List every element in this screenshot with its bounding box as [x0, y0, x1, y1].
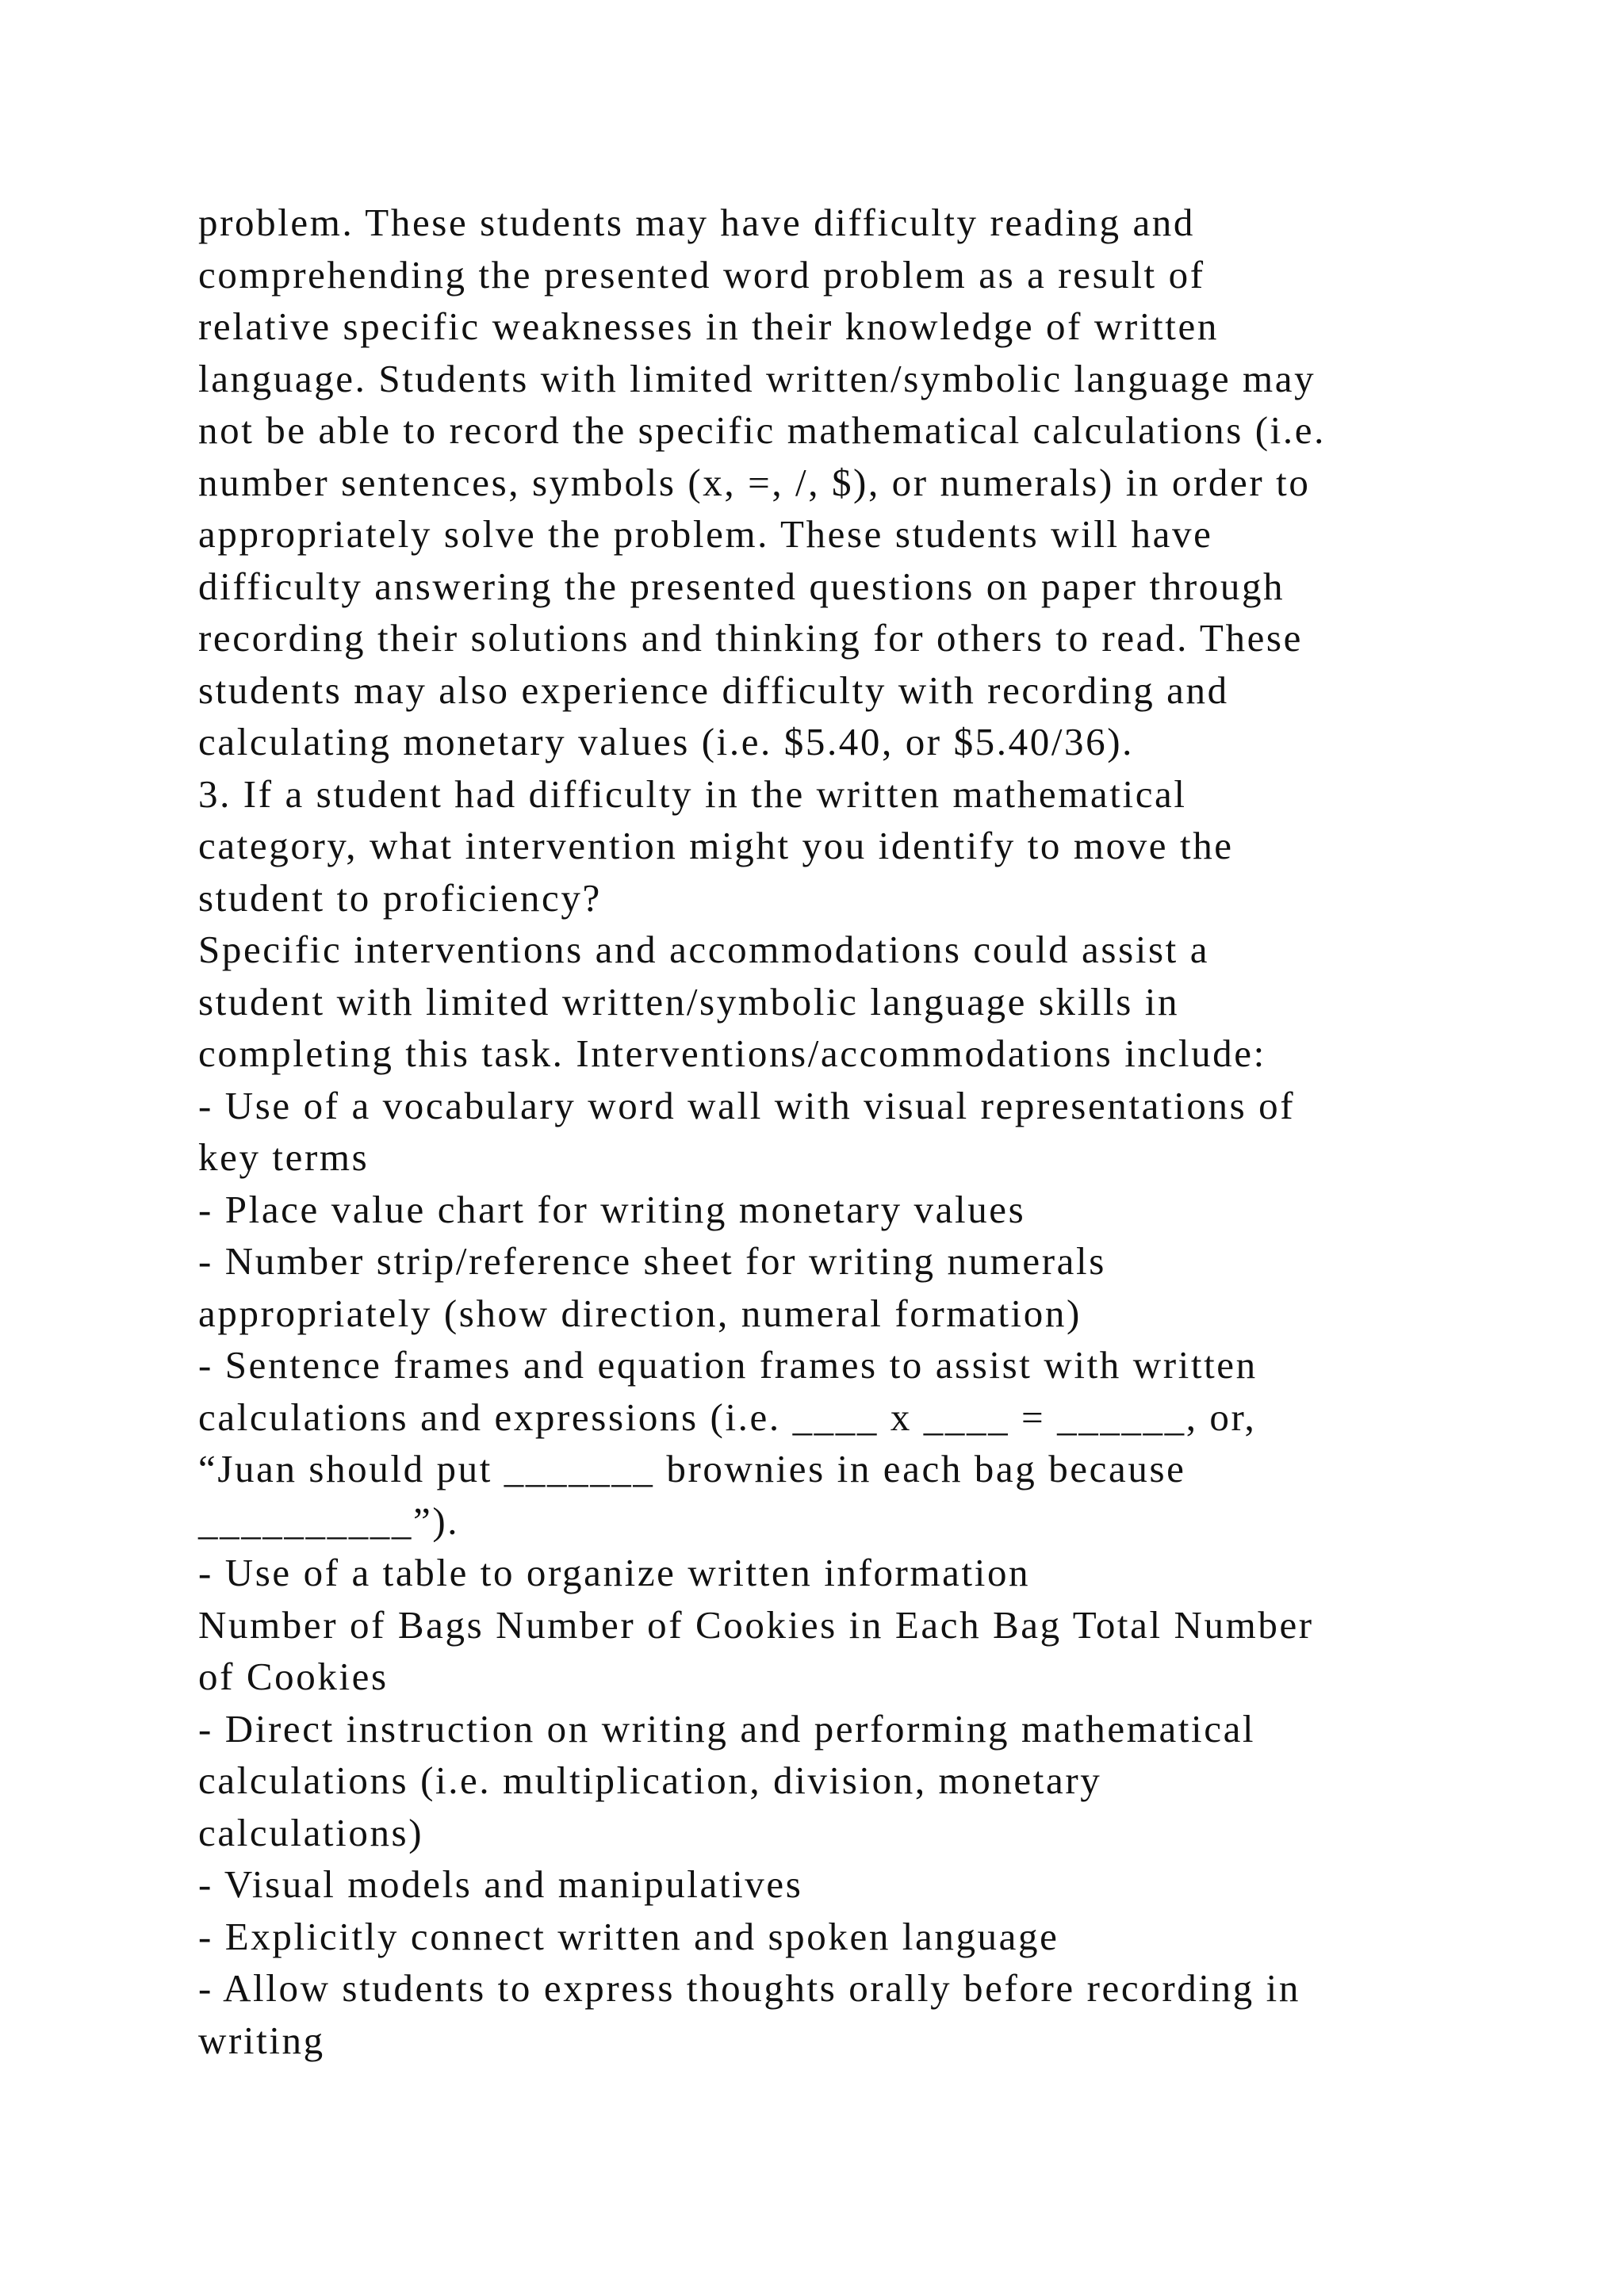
text-line: Specific interventions and accommodations could assist a	[198, 928, 1210, 971]
table-header-line: Number of Bags Number of Cookies in Each Bag Total Number	[198, 1602, 1314, 1647]
text-line: difficulty answering the presented questions on paper through	[198, 564, 1285, 608]
text-line: appropriately solve the problem. These students will have	[198, 512, 1213, 556]
list-item-line: calculations and expressions (i.e. ____ x ____ = ______, or,	[198, 1395, 1257, 1439]
list-item-line: key terms	[198, 1135, 370, 1179]
list-item-line: __________”).	[198, 1498, 460, 1543]
text-line: completing this task. Interventions/accommodations include:	[198, 1031, 1266, 1075]
text-line: students may also experience difficulty with recording and	[198, 668, 1229, 712]
list-item-line: - Number strip/reference sheet for writing numerals	[198, 1239, 1106, 1283]
list-item-line: - Explicitly connect written and spoken language	[198, 1914, 1059, 1958]
text-line: calculating monetary values (i.e. $5.40, or $5.40/36).	[198, 720, 1134, 763]
list-item-line: appropriately (show direction, numeral formation)	[198, 1291, 1082, 1335]
list-item-line: - Place value chart for writing monetary values	[198, 1187, 1026, 1231]
text-line: not be able to record the specific mathematical calculations (i.e.	[198, 408, 1326, 452]
text-line: recording their solutions and thinking for others to read. These	[198, 616, 1303, 660]
text-line: language. Students with limited written/symbolic language may	[198, 356, 1316, 400]
list-item-line: - Use of a vocabulary word wall with visual representations of	[198, 1083, 1296, 1127]
text-line: relative specific weaknesses in their knowledge of written	[198, 304, 1219, 348]
text-line: number sentences, symbols (x, =, /, $), or numerals) in order to	[198, 460, 1311, 504]
list-item-line: calculations)	[198, 1810, 424, 1854]
body-text	[198, 197, 1499, 2066]
list-item-line: - Sentence frames and equation frames to assist with written	[198, 1343, 1258, 1387]
question-line: student to proficiency?	[198, 875, 602, 920]
question-line: category, what intervention might you identify to move the	[198, 824, 1234, 867]
question-line: 3. If a student had difficulty in the written mathematical	[198, 771, 1187, 816]
list-item-line: - Use of a table to organize written information	[198, 1551, 1031, 1594]
text-line: problem. These students may have difficulty reading and	[198, 201, 1196, 244]
list-item-line: “Juan should put _______ brownies in each bag because	[198, 1447, 1186, 1490]
list-item-line: - Allow students to express thoughts orally before recording in	[198, 1966, 1300, 2010]
text-line: student with limited written/symbolic language skills in	[198, 979, 1180, 1024]
text-line: comprehending the presented word problem as a result of	[198, 252, 1205, 297]
list-item-line: - Visual models and manipulatives	[198, 1862, 803, 1906]
list-item-line: writing	[198, 2018, 325, 2062]
table-header-line: of Cookies	[198, 1655, 389, 1698]
list-item-line: calculations (i.e. multiplication, division, monetary	[198, 1758, 1102, 1802]
list-item-line: - Direct instruction on writing and performing mathematical	[198, 1706, 1256, 1751]
